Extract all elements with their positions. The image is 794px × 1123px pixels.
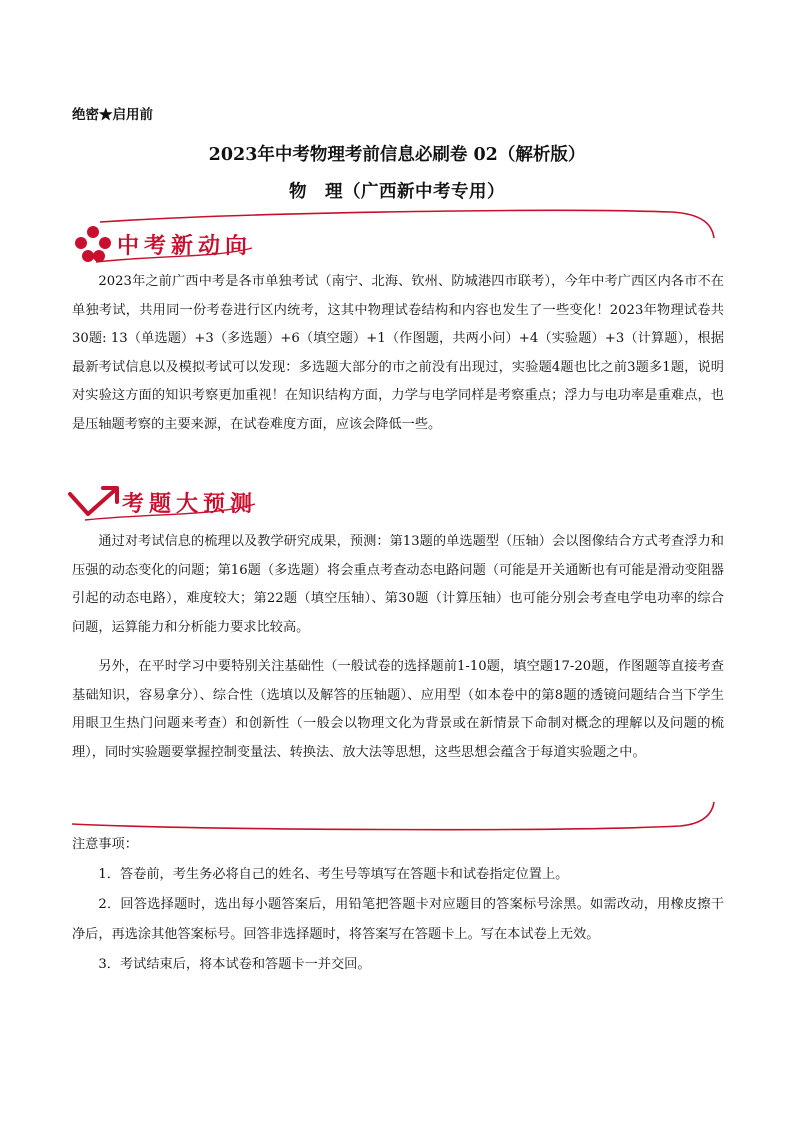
notes-title: 注意事项： [72,837,138,852]
exam-title: 2023年中考物理考前信息必刷卷 02（解析版） [208,145,586,165]
predictions-paragraph-2: 另外，在平时学习中要特别关注基础性（一般试卷的选择题前1-10题，填空题17-20题，作图题等直接考查基础知识，容易拿分）、综合性（选填以及解答的压轴题）、应用型（如本卷中的第8题的透镜问题结合当下学生用眼卫生热门问题来考查）和创新性（一般会以物理文化为背景或在新情景下命制对概念的理解以及问题的梳理），同时实验题要掌握控制变量法、转换法、放大法等思想，这些思想会蕴含于每道实验题之中。 [72,659,724,760]
notes-item: 1．答卷前，考生务必将自己的姓名、考生号等填写在答题卡和试卷指定位置上。 [98,867,569,882]
exam-notes [72,834,724,980]
trends-paragraph: 2023年之前广西中考是各市单独考试（南宁、北海、钦州、防城港四市联考），今年中考广西区内各市不在单独考试，共用同一份考卷进行区内统考，这其中物理试卷结构和内容也发生了一些变化！2023年物理试卷共30题: 13（单选题）+3（多选题）+6（填空题）+1（作图题，共两小问）+4（实验题）+3（计算题），根据最新考试信息以及模拟考试可以发现：多选题大部分的市之前没有出现过，实验题4题也比之前3题多1题，说明对实验这方面的知识考察更加重视！在知识结构方面，力学与电学同样是考察重点；浮力与电功率是重难点，也是压轴题考察的主要来源，在试卷难度方面，应该会降低一些。 [72,274,724,432]
predictions-paragraph-1: 通过对考试信息的梳理以及教学研究成果，预测：第13题的单选题型（压轴）会以图像结合方式考查浮力和压强的动态变化的问题；第16题（多选题）将会重点考查动态电路问题（可能是开关通断也有可能是滑动变阻器引起的动态电路），难度较大；第22题（填空压轴）、第30题（计算压轴）也可能分别会考查电学电功率的综合问题，运算能力和分析能力要求比较高。 [72,534,724,635]
confidential-label: 绝密★启用前 [72,107,153,123]
notes-item: 2．回答选择题时，选出每小题答案后，用铅笔把答题卡对应题目的答案标号涂黑。如需改动，用橡皮擦干净后，再选涂其他答案标号。回答非选择题时，将答案写在答题卡上。写在本试卷上无效。 [72,897,724,942]
bottom-border-curve [72,802,714,830]
section-heading-predictions: 考题大预测 [122,492,258,517]
flower-icon [75,226,111,262]
section-heading-trends: 中考新动向 [117,234,253,259]
notes-item: 3．考试结束后，将本试卷和答题卡一并交回。 [98,957,371,972]
trend-arrow-icon [70,488,117,514]
exam-subtitle: 物 理（广西新中考专用） [289,182,505,202]
